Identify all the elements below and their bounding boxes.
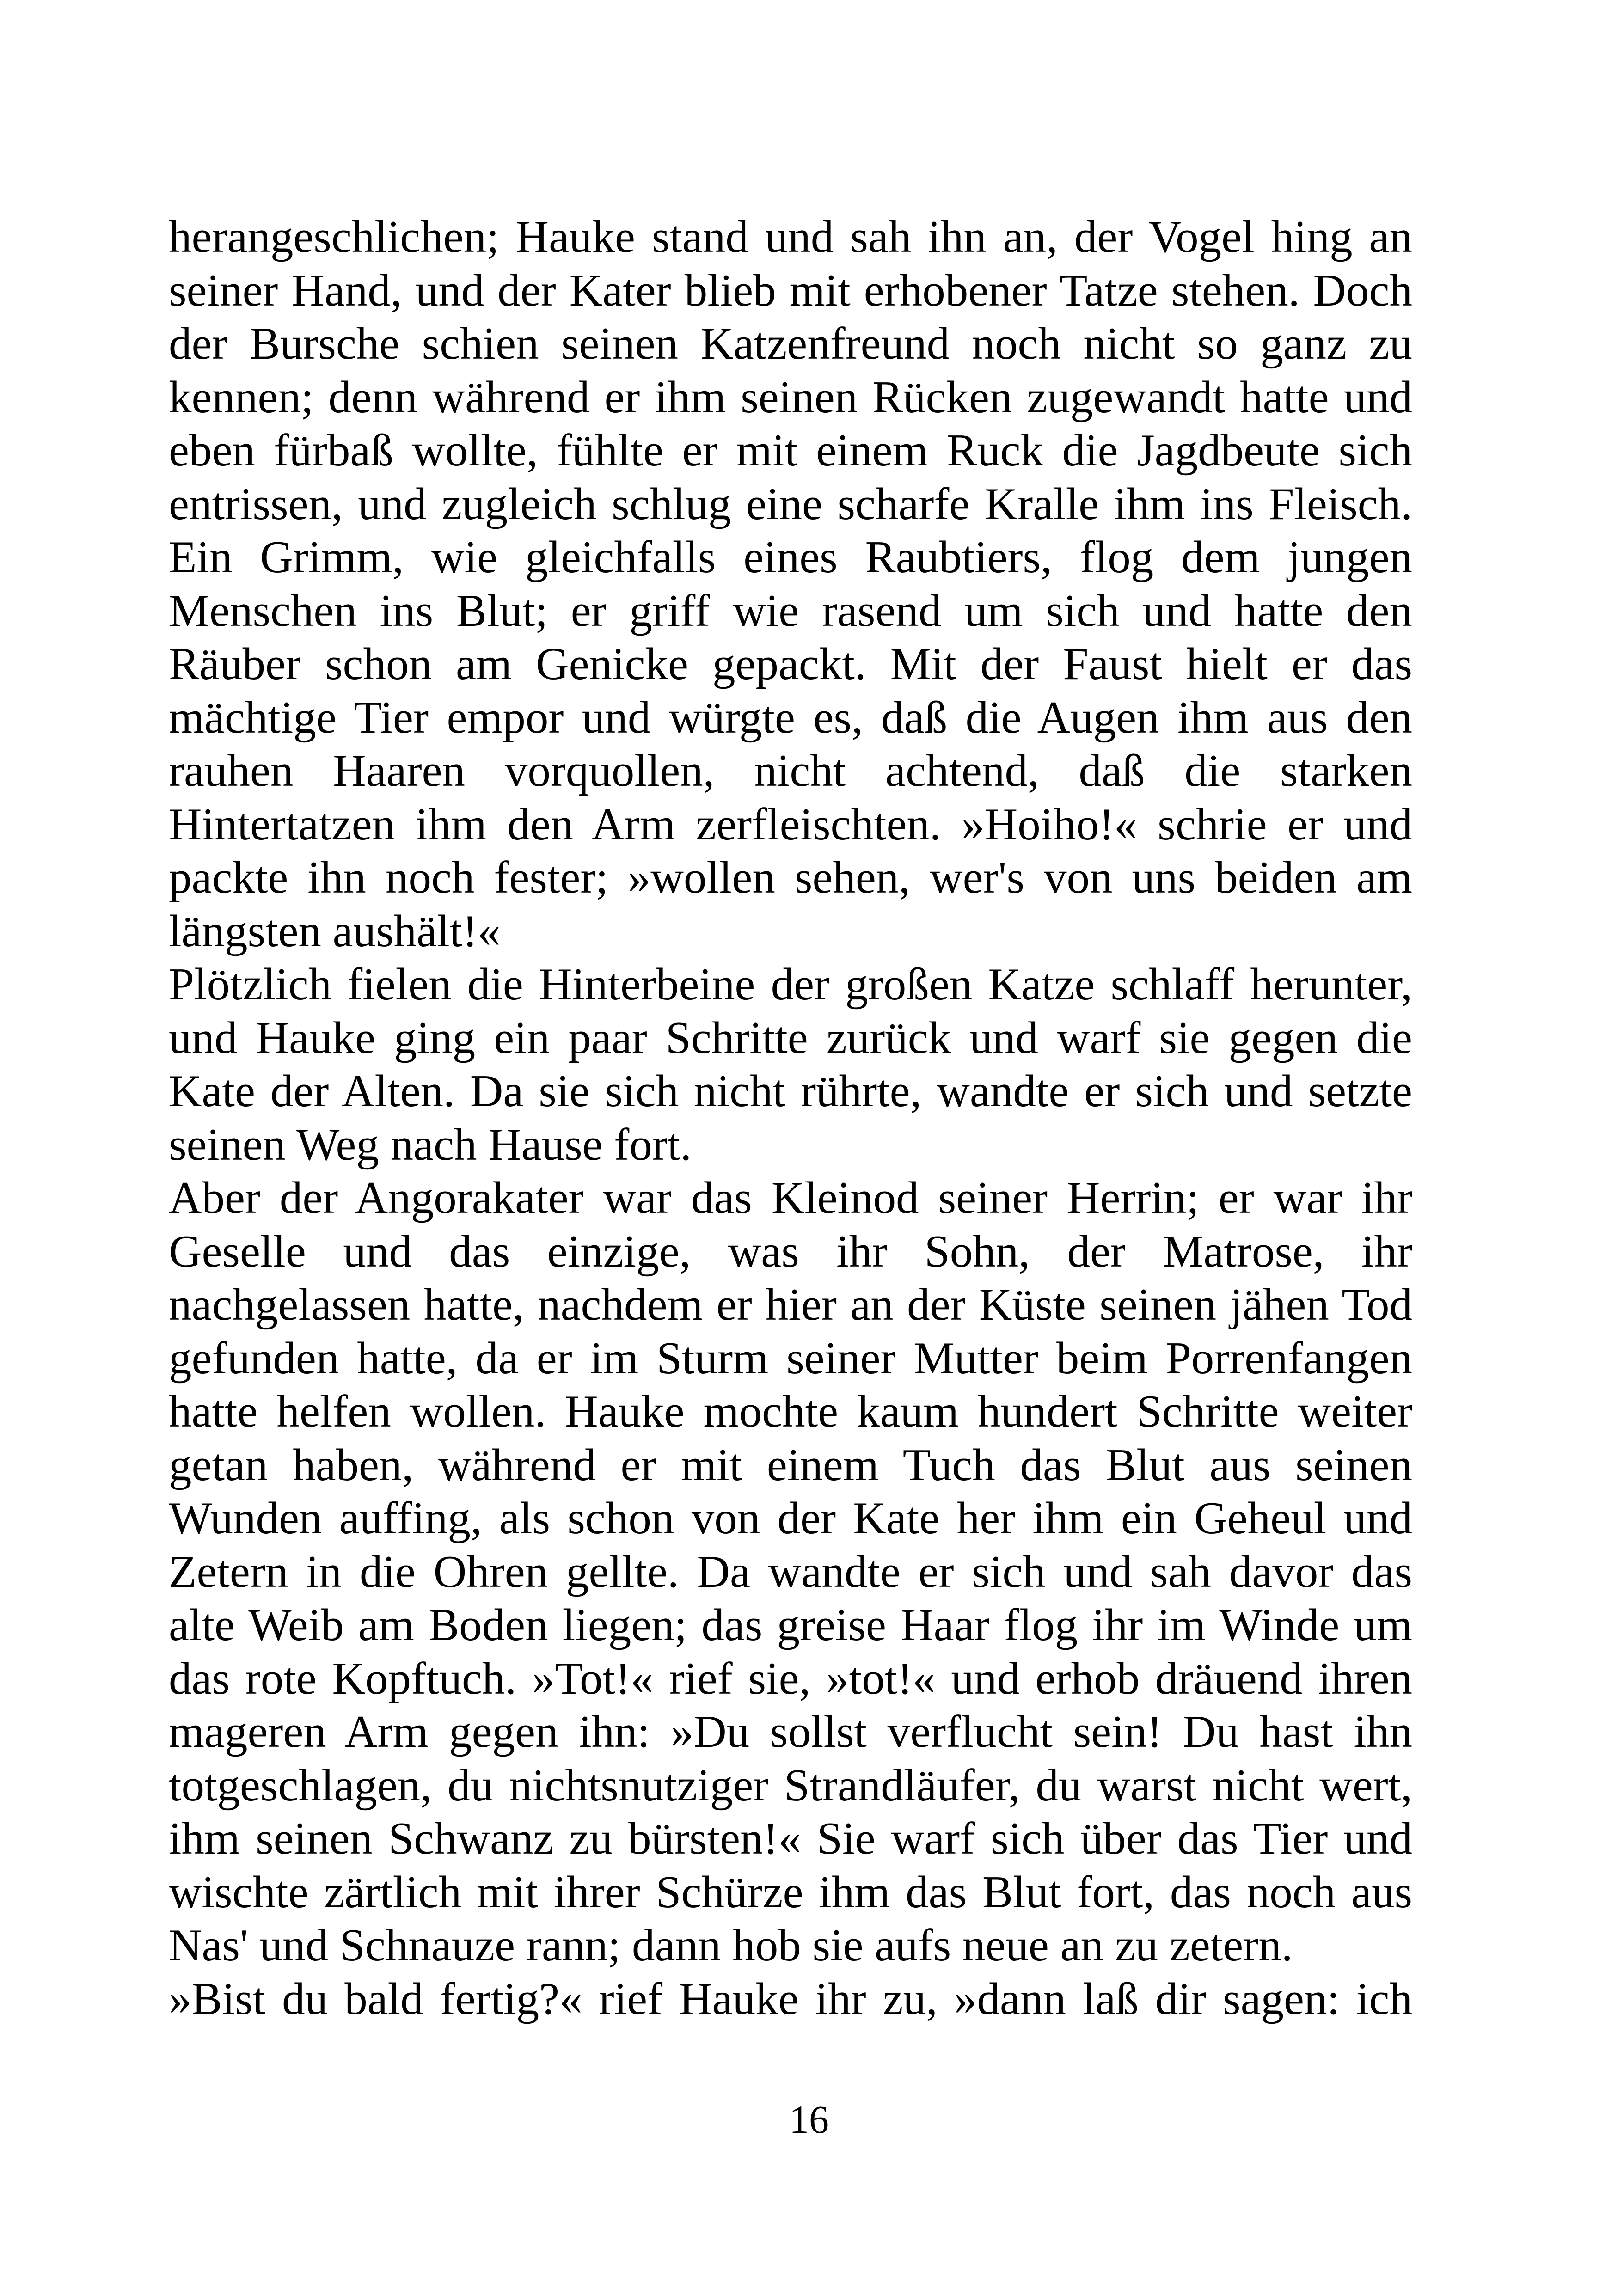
text-line: entrissen, und zugleich schlug eine scharfe Kralle ihm ins Fleisch. xyxy=(169,478,1412,529)
text-line: Ein Grimm, wie gleichfalls eines Raubtiers, flog dem jungen xyxy=(169,532,1412,582)
text-line: herangeschlichen; Hauke stand und sah ihn an, der Vogel hing an xyxy=(169,212,1412,262)
paragraph-end-line: Nas' und Schnauze rann; dann hob sie aufs neue an zu zetern. xyxy=(169,1920,1293,1971)
text-line: das rote Kopftuch. »Tot!« rief sie, »tot!« und erhob dräuend ihren xyxy=(169,1653,1412,1704)
text-line: mächtige Tier empor und würgte es, daß die Augen ihm aus den xyxy=(169,692,1412,743)
text-line: mageren Arm gegen ihn: »Du sollst verflucht sein! Du hast ihn xyxy=(169,1707,1412,1757)
page-number: 16 xyxy=(789,2097,829,2142)
text-line: gefunden hatte, da er im Sturm seiner Mutter beim Porrenfangen xyxy=(169,1333,1412,1384)
text-line: Aber der Angorakater war das Kleinod seiner Herrin; er war ihr xyxy=(169,1173,1412,1223)
text-line: Zetern in die Ohren gellte. Da wandte er sich und sah davor das xyxy=(169,1546,1412,1597)
text-line: nachgelassen hatte, nachdem er hier an der Küste seinen jähen Tod xyxy=(169,1280,1412,1330)
text-line: der Bursche schien seinen Katzenfreund noch nicht so ganz zu xyxy=(169,318,1412,369)
paragraph-end-line: seinen Weg nach Hause fort. xyxy=(169,1119,692,1170)
text-line: rauhen Haaren vorquollen, nicht achtend, daß die starken xyxy=(169,746,1412,796)
text-line: ihm seinen Schwanz zu bürsten!« Sie warf sich über das Tier und xyxy=(169,1813,1412,1864)
text-line: Geselle und das einzige, was ihr Sohn, der Matrose, ihr xyxy=(169,1226,1412,1277)
text-line: Plötzlich fielen die Hinterbeine der großen Katze schlaff herunter, xyxy=(169,959,1412,1010)
text-line: alte Weib am Boden liegen; das greise Haar flog ihr im Winde um xyxy=(169,1600,1412,1650)
paragraph-end-line: längsten aushält!« xyxy=(169,906,501,956)
text-line: packte ihn noch fester; »wollen sehen, wer's von uns beiden am xyxy=(169,852,1412,903)
text-line: und Hauke ging ein paar Schritte zurück und warf sie gegen die xyxy=(169,1012,1412,1063)
text-line: kennen; denn während er ihm seinen Rücken zugewandt hatte und xyxy=(169,372,1412,422)
text-line: totgeschlagen, du nichtsnutziger Strandläufer, du warst nicht wert, xyxy=(169,1760,1412,1811)
text-line: »Bist du bald fertig?« rief Hauke ihr zu, »dann laß dir sagen: ich xyxy=(169,1973,1412,2024)
text-line: eben fürbaß wollte, fühlte er mit einem Ruck die Jagdbeute sich xyxy=(169,425,1412,476)
text-line: Hintertatzen ihm den Arm zerfleischten. »Hoiho!« schrie er und xyxy=(169,799,1412,850)
text-line: Menschen ins Blut; er griff wie rasend um sich und hatte den xyxy=(169,585,1412,636)
text-line: Kate der Alten. Da sie sich nicht rührte, wandte er sich und setzte xyxy=(169,1066,1412,1116)
text-line: seiner Hand, und der Kater blieb mit erhobener Tatze stehen. Doch xyxy=(169,265,1412,316)
text-line: wischte zärtlich mit ihrer Schürze ihm das Blut fort, das noch aus xyxy=(169,1867,1412,1917)
text-line: getan haben, während er mit einem Tuch das Blut aus seinen xyxy=(169,1439,1412,1490)
text-line: Wunden auffing, als schon von der Kate her ihm ein Geheul und xyxy=(169,1493,1412,1543)
text-line: Räuber schon am Genicke gepackt. Mit der Faust hielt er das xyxy=(169,639,1412,689)
body-text xyxy=(169,210,1412,2026)
text-line: hatte helfen wollen. Hauke mochte kaum hundert Schritte weiter xyxy=(169,1386,1412,1437)
